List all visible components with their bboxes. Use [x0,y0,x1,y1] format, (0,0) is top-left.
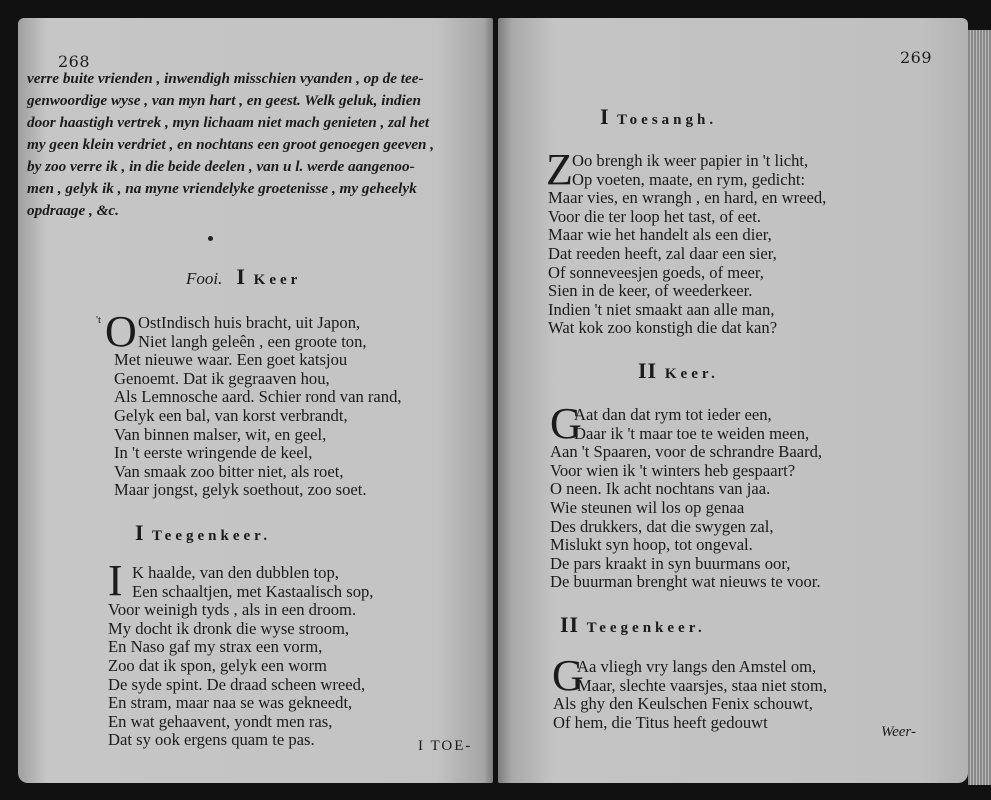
dedication-line: by zoo verre ik , in die beide deelen , van u l. werde aangenoo- [27,158,415,175]
verse-line: Maar jongst, gelyk soethout, zoo soet. [114,480,367,500]
dedication-line: door haastigh vertrek , myn lichaam niet mach genieten , zal het [27,114,430,131]
verse-line: Wat kok zoo konstigh die dat kan? [548,318,778,338]
verse-line: Gelyk een bal, van korst verbrandt, [114,405,348,425]
apostrophe-prefix: 't [96,314,102,326]
heading-title: Toesangh. [617,112,718,128]
verse-line: Indien 't niet smaakt aan alle man, [548,299,775,319]
verse-line: Oo brengh ik weer papier in 't licht, [572,151,809,170]
verse-line: Maar wie het handelt als een dier, [548,225,772,245]
heading-numeral: II [560,612,580,637]
verse-line: Maar, slechte vaarsjes, staa niet stom, [577,675,827,695]
left-page [18,18,493,783]
drop-cap: G [550,399,582,448]
heading-numeral: I [600,104,610,129]
heading-numeral: I [135,520,145,545]
stanza-teegenkeer-1 [108,564,373,750]
verse-line: Aa vliegh vry langs den Amstel om, [577,657,817,676]
verse-line: Of hem, die Titus heeft gedouwt [553,712,768,732]
verse-line: Op voeten, maate, en rym, gedicht: [572,169,806,189]
verse-line: Dat reeden heeft, zal daar een sier, [548,243,777,263]
verse-line: My docht ik dronk die wyse stroom, [108,618,350,638]
verse-line: Als ghy den Keulschen Fenix schouwt, [553,694,813,714]
verse-line: Een schaaltjen, met Kastaalisch sop, [132,581,374,601]
verse-line: Aan 't Spaaren, voor de schrandre Baard, [550,442,823,462]
verse-line: Mislukt syn hoop, tot ongeval. [550,535,753,555]
verse-line: En stram, maar naa se was gekneedt, [108,693,353,713]
verse-line: Voor die ter loop het tast, of eet. [548,206,762,226]
verse-line: Voor wien ik 't winters heb gespaart? [550,460,796,480]
section-heading-toesangh-1 [600,104,717,130]
verse-line: Des drukkers, dat die swygen zal, [550,516,774,536]
dedication-line: verre buite vrienden , inwendigh misschien vyanden , op de tee- [27,70,424,87]
verse-line: En Naso gaf my strax een vorm, [108,637,323,657]
verse-line: Niet langh geleên , een groote ton, [138,331,367,351]
heading-title: Keer. [664,366,719,382]
verse-line: In 't eerste wringende de keel, [114,443,313,463]
stanza-teegenkeer-2 [552,651,827,732]
verse-line: OstIndisch huis bracht, uit Japon, [138,313,361,332]
verse-line: Daar ik 't maar toe te weiden meen, [574,423,810,443]
verse-line: Maar vies, en wrangh , en hard, en wreed, [548,188,827,208]
stanza-keer-2 [550,399,823,592]
right-page [498,18,968,783]
dedication-line: my geen klein verdriet , en nochtans een groot genoegen geeven , [27,136,435,153]
section-heading-teegenkeer-1 [135,520,271,546]
drop-cap: G [552,651,584,700]
verse-line: Van binnen malser, wit, en geel, [114,424,327,444]
heading-numeral: I [236,264,246,289]
verse-line: Of sonneveesjen goeds, of meer, [548,262,764,282]
verse-line: Als Lemnosche aard. Schier rond van rand, [114,387,402,407]
verse-line: Voor weinigh tyds , als in een droom. [108,600,357,620]
verse-line: De syde spint. De draad scheen wreed, [108,674,366,694]
dedication-line: opdraage , &c. [27,202,119,219]
heading-numeral: II [638,358,658,383]
drop-cap: O [105,307,137,356]
verse-line: De pars kraakt in syn buurmans oor, [550,553,791,573]
heading-prefix: Fooi. [186,269,223,288]
dedication-text [27,68,472,222]
verse-line: K haalde, van den dubblen top, [132,563,339,582]
verse-line: Aat dan dat rym tot ieder een, [574,405,772,424]
section-heading-keer-2 [638,358,719,384]
section-heading-teegenkeer-2 [560,612,706,638]
drop-cap: Z [546,145,573,194]
verse-line: De buurman brenght wat nieuws te voor. [550,572,821,592]
section-heading-keer-1 [186,264,301,290]
page-number: 269 [900,48,933,67]
dedication-line: men , gelyk ik , na myne vriendelyke groetenisse , my geheelyk [27,180,417,197]
page-edges [968,30,991,785]
ornament-dot [208,236,213,241]
heading-title: Keer [253,272,302,288]
dedication-line: genwoordige wyse , van myn hart , en geest. Welk geluk, indien [27,92,421,109]
verse-line: Van smaak zoo bitter niet, als roet, [114,461,344,481]
verse-line: Wie steunen wil los op genaa [550,497,745,517]
verse-line: En wat gehaavent, yondt men ras, [108,711,333,731]
verse-line: Dat sy ook ergens quam te pas. [108,730,315,750]
heading-title: Teegenkeer. [586,620,706,636]
page-number: 268 [58,52,91,71]
verse-line: O neen. Ik acht nochtans van jaa. [550,479,771,499]
catchword: Weer- [881,724,916,740]
stanza-toesangh-1 [546,145,827,338]
verse-line: Sien in de keer, of weederkeer. [548,281,753,301]
drop-cap: I [108,556,123,605]
verse-line: Genoemt. Dat ik gegraaven hou, [114,368,330,388]
verse-line: Met nieuwe waar. Een goet katsjou [114,350,348,370]
heading-title: Teegenkeer. [152,528,272,544]
stanza-keer-1 [114,314,402,500]
catchword: I TOE- [418,738,473,754]
verse-line: Zoo dat ik spon, gelyk een worm [108,655,327,675]
